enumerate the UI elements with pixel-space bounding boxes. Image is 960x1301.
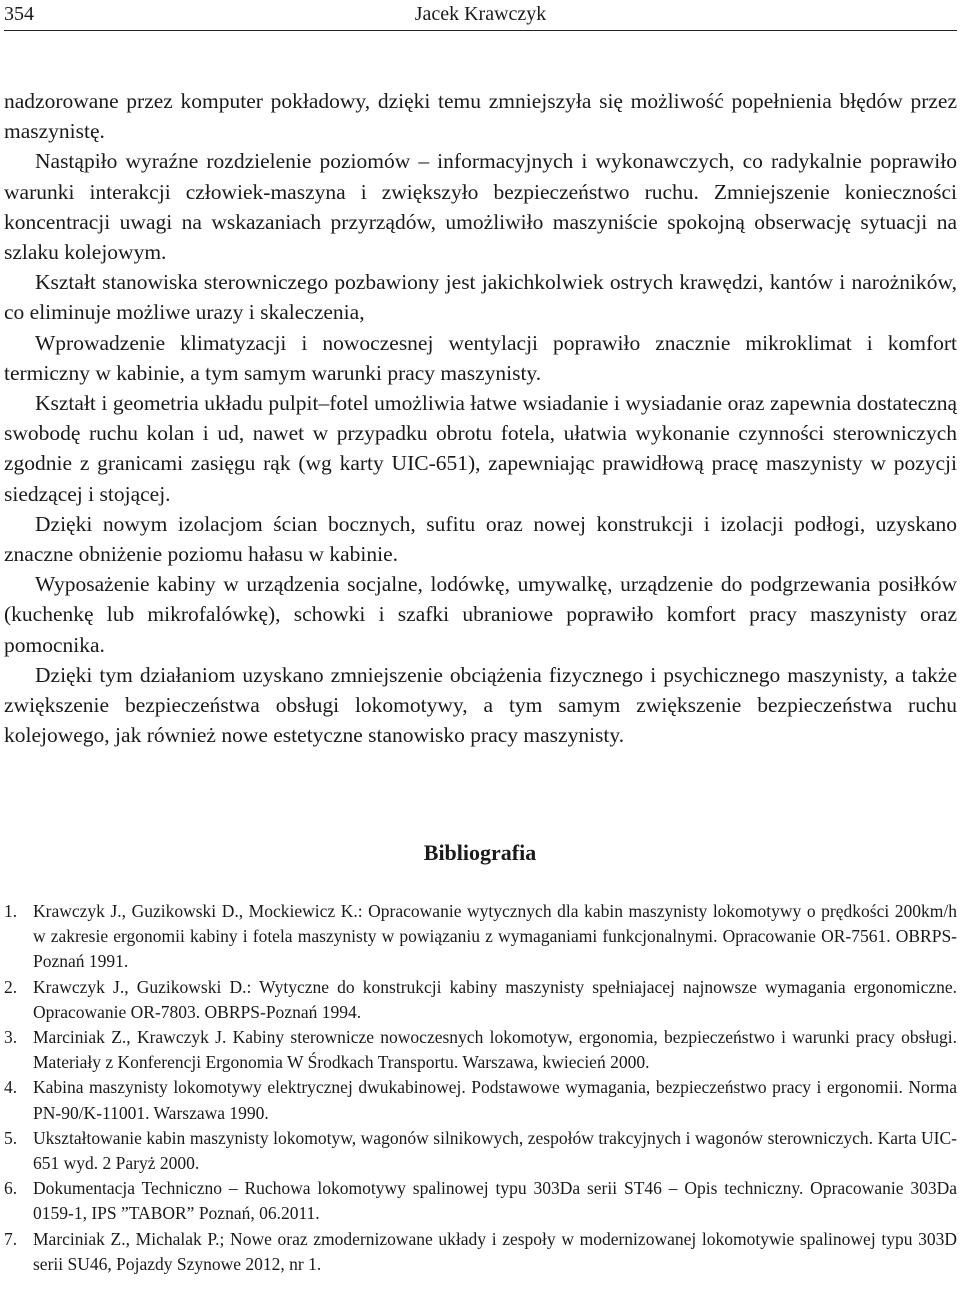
paragraph: Dzięki nowym izolacjom ścian bocznych, sufitu oraz nowej konstrukcji i izolacji podłogi, uzyskano znaczne obniżenie poziomu hałasu w kabinie. [4, 511, 957, 567]
reference-text: Ukształtowanie kabin maszynisty lokomotyw, wagonów silnikowych, zespołów trakcyjnych i wagonów sterowniczych. Karta UIC-651 wyd. 2 Paryż 2000. [33, 1127, 957, 1174]
reference-text: Marciniak Z., Michalak P.; Nowe oraz zmodernizowane układy i zespoły w modernizowanej lokomotywie spalinowej typu 303D serii SU46, Pojazdy Szynowe 2012, nr 1. [33, 1228, 957, 1274]
reference-item [4, 1025, 957, 1075]
reference-text: Kabina maszynisty lokomotywy elektrycznej dwukabinowej. Podstawowe wymagania, bezpieczeństwo pracy i ergonomii. Norma PN-90/K-11001. Warszawa 1990. [33, 1077, 957, 1123]
paragraph: Kształt i geometria układu pulpit–fotel umożliwia łatwe wsiadanie i wysiadanie oraz zapewnia dostateczną swobodę ruchu kolan i ud, nawet w przypadku obrotu fotela, ułatwia wykonanie czynności sterowniczych zgodnie z granicami zasięgu rąk (wg karty UIC-651), zapewniając prawidłową pracę maszynisty w pozycji siedzącej i stojącej. [4, 391, 957, 506]
paragraph: Kształt stanowiska sterowniczego pozbawiony jest jakichkolwiek ostrych krawędzi, kantów i narożników, co eliminuje możliwe urazy i skaleczenia, [4, 270, 957, 325]
bibliography-heading: Bibliografia [423, 840, 537, 865]
reference-text: Dokumentacja Techniczno – Ruchowa lokomotywy spalinowej typu 303Da serii ST46 – Opis techniczny. Opracowanie 303Da 0159-1, IPS ”TABOR” Poznań, 06.2011. [33, 1178, 957, 1224]
reference-number: 2. [4, 976, 18, 997]
paragraph: Wyposażenie kabiny w urządzenia socjalne, lodówkę, umywalkę, urządzenie do podgrzewania posiłków (kuchenkę lub mikrofalówkę), schowki i szafki ubraniowe poprawiło komfort pracy maszynisty oraz pomocnika. [4, 572, 957, 657]
reference-item [4, 899, 957, 975]
page-header [4, 0, 957, 31]
body-text [4, 86, 957, 750]
reference-item [4, 1126, 957, 1176]
paragraph: Nastąpiło wyraźne rozdzielenie poziomów – informacyjnych i wykonawczych, co radykalnie poprawiło warunki interakcji człowiek-maszyna i zwiększyło bezpieczeństwo ruchu. Zmniejszenie konieczności koncentracji uwagi na wskazaniach przyrządów, umożliwiło maszyniście spokojną obserwację sytuacji na szlaku kolejowym. [4, 149, 957, 265]
bibliography-list [4, 899, 957, 1277]
reference-number: 4. [4, 1077, 18, 1098]
reference-item [4, 975, 957, 1025]
reference-text: Krawczyk J., Guzikowski D., Mockiewicz K.: Opracowanie wytycznych dla kabin maszynisty lokomotywy o prędkości 200km/h w zakresie ergonomii kabiny i fotela maszynisty w powiązaniu z wymaganiami funkcjonalnymi. Opracowanie OR-7561. OBRPS-Poznań 1991. [33, 901, 957, 972]
running-title: Jacek Krawczyk [414, 3, 547, 25]
reference-text: Krawczyk J., Guzikowski D.: Wytyczne do konstrukcji kabiny maszynisty spełniajacej najnowsze wymagania ergonomiczne. Opracowanie OR-7803. OBRPS-Poznań 1994. [33, 976, 957, 1022]
reference-item [4, 1075, 957, 1125]
reference-number: 1. [4, 901, 18, 921]
reference-item [4, 1227, 957, 1277]
paragraph: nadzorowane przez komputer pokładowy, dzięki temu zmniejszyła się możliwość popełnienia błędów przez maszynistę. [4, 89, 957, 144]
reference-number: 6. [4, 1178, 18, 1199]
paragraph: Dzięki tym działaniom uzyskano zmniejszenie obciążenia fizycznego i psychicznego maszynisty, a także zwiększenie bezpieczeństwa obsługi lokomotywy, a tym samym zwiększenie bezpieczeństwa ruchu kolejowego, jak również nowe estetyczne stanowisko pracy maszynisty. [4, 662, 957, 748]
reference-text: Marciniak Z., Krawczyk J. Kabiny sterownicze nowoczesnych lokomotyw, ergonomia, bezpieczeństwo i warunki pracy obsługi. Materiały z Konferencji Ergonomia W Środkach Transportu. Warszawa, kwiecień 2000. [33, 1027, 957, 1073]
reference-number: 3. [4, 1027, 18, 1048]
paragraph: Wprowadzenie klimatyzacji i nowoczesnej wentylacji poprawiło znacznie mikroklimat i komfort termiczny w kabinie, a tym samym warunki pracy maszynisty. [4, 330, 957, 385]
reference-number: 5. [4, 1127, 18, 1148]
page-number: 354 [4, 3, 34, 25]
reference-item [4, 1176, 957, 1226]
reference-number: 7. [4, 1228, 18, 1249]
